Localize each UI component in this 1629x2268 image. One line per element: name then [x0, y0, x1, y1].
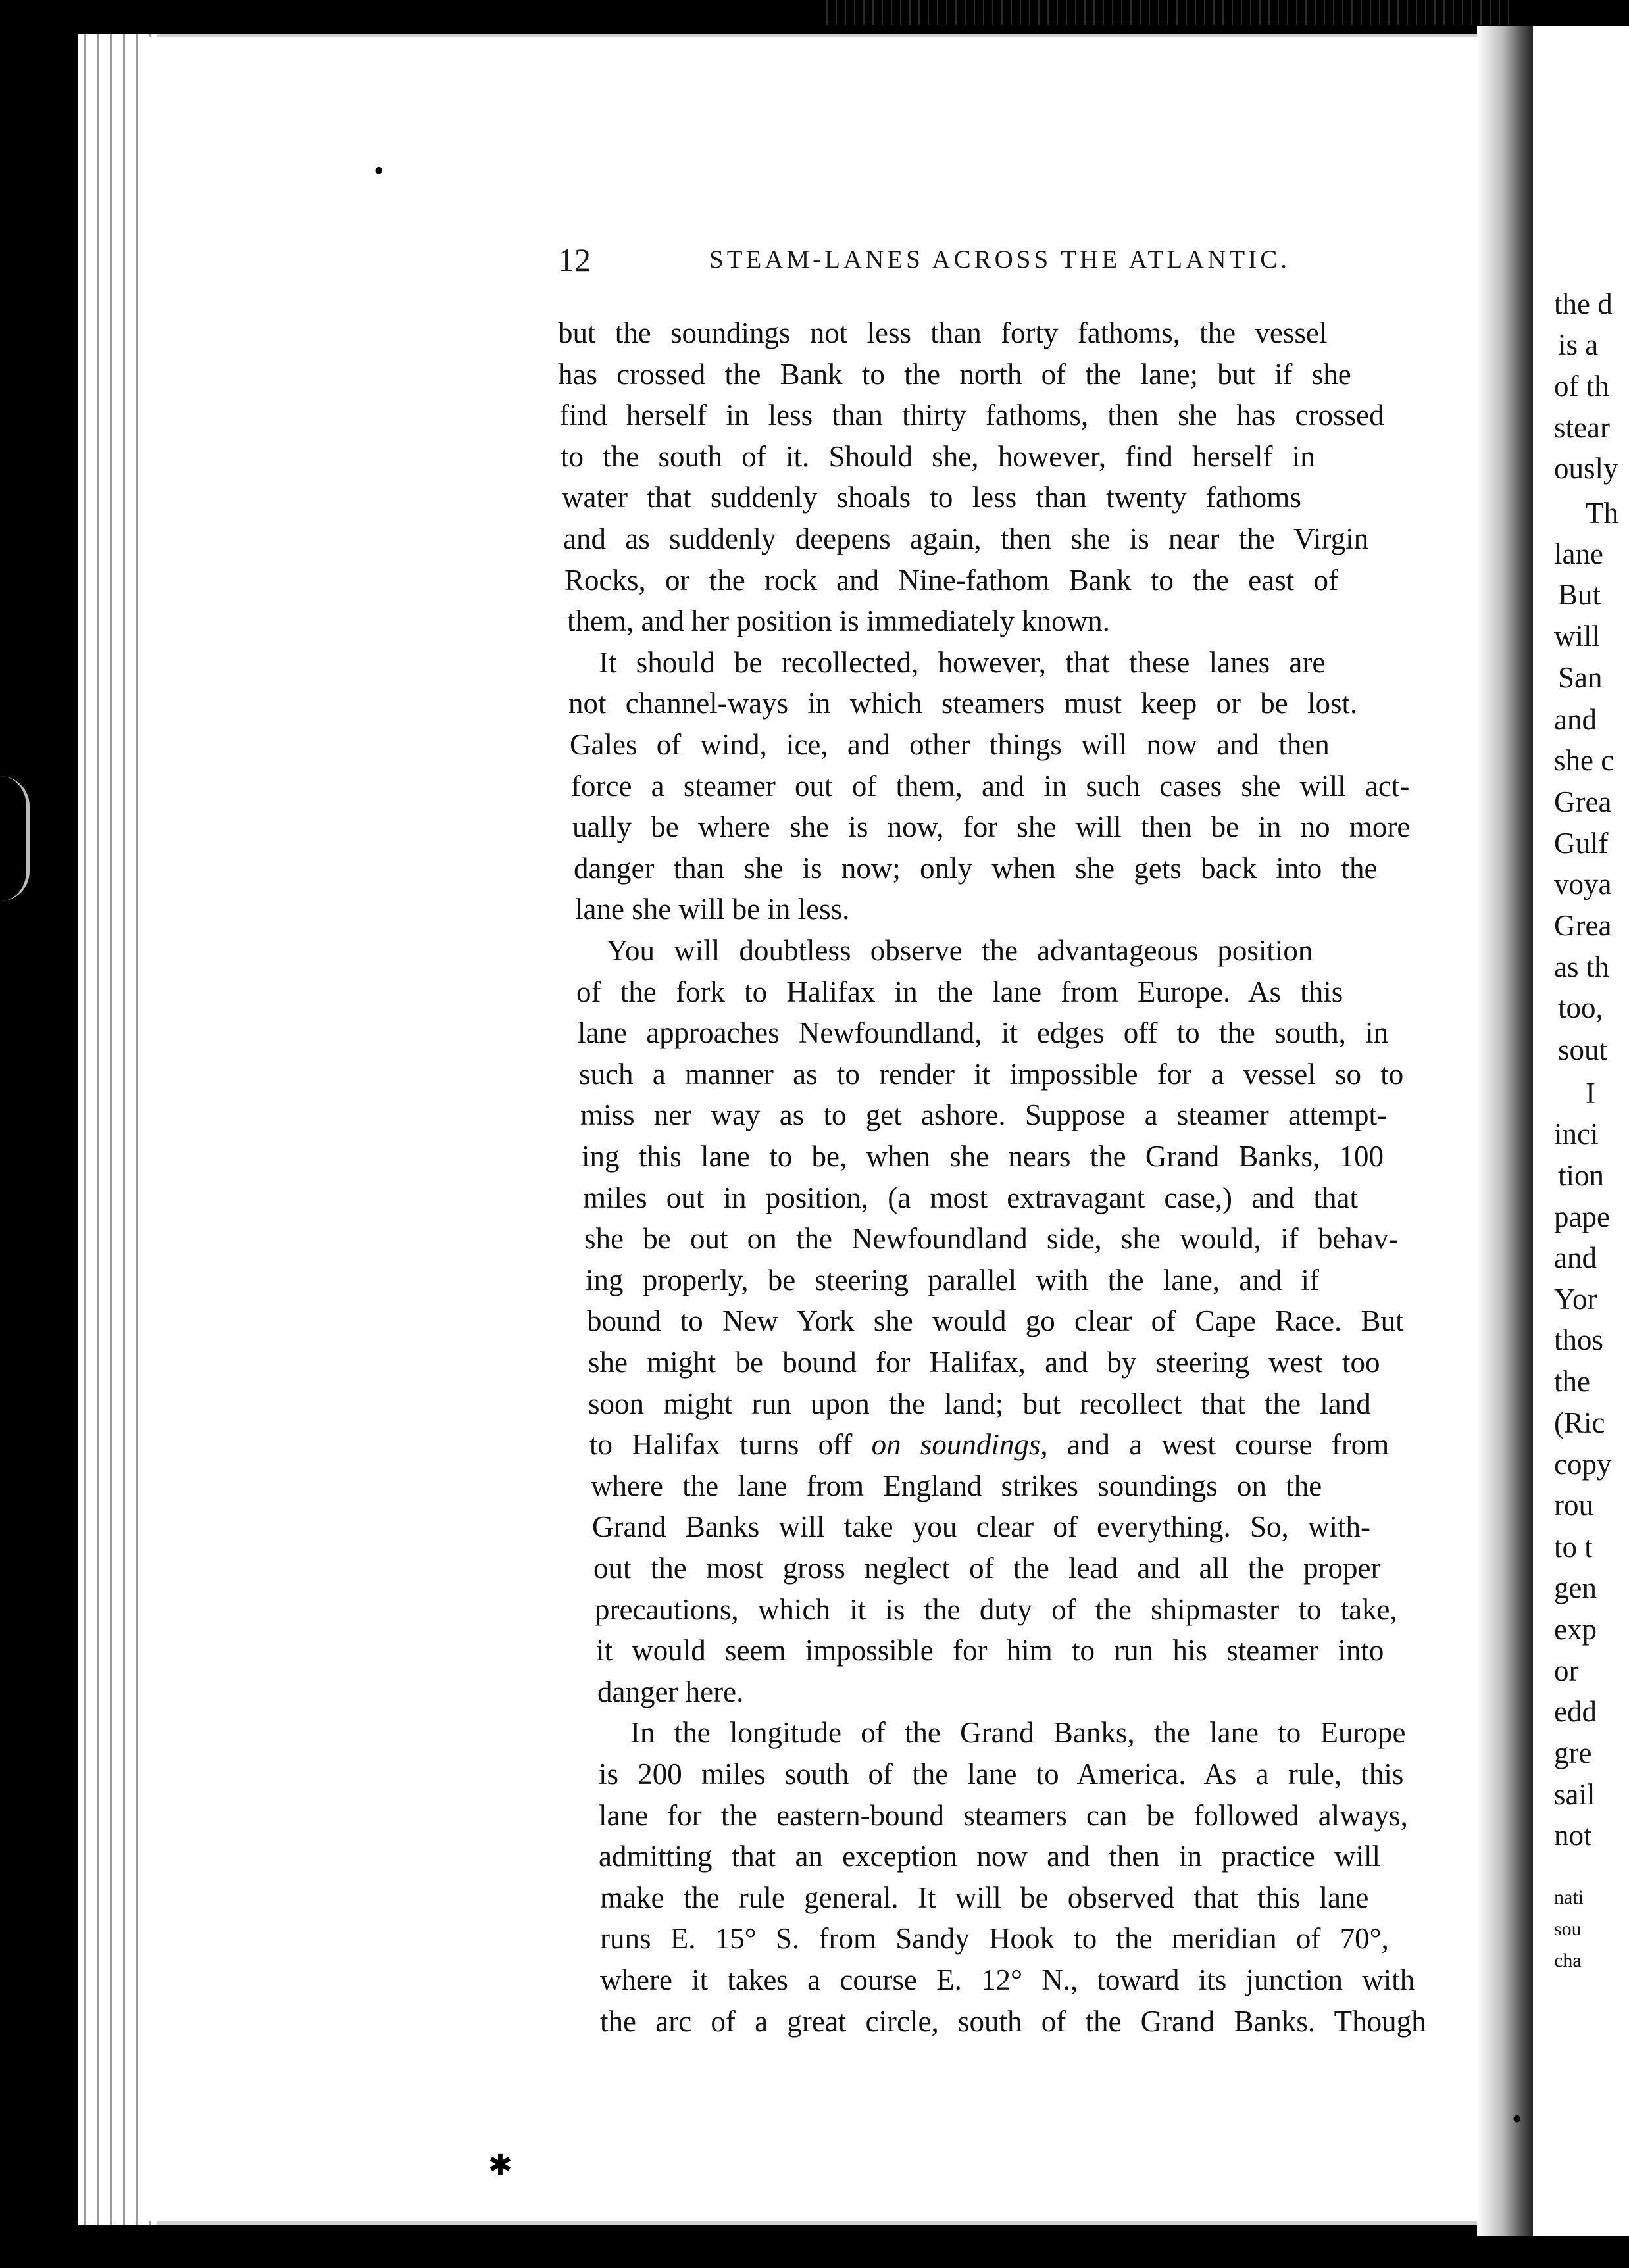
text-line: is 200 miles south of the lane to America. As a rule, this	[599, 1758, 1404, 1790]
facing-page-text: sou	[1554, 1918, 1582, 1940]
facing-page-text: gen	[1554, 1571, 1597, 1604]
scan-margin-curve	[0, 776, 30, 901]
facing-page-text: Grea	[1554, 909, 1612, 942]
text-line: ing properly, be steering parallel with the lane, and if	[586, 1263, 1319, 1296]
text-line: where the lane from England strikes soundings on the	[591, 1469, 1322, 1502]
text-run: , and a west course from	[1040, 1428, 1390, 1462]
running-head: STEAM-LANES ACROSS THE ATLANTIC.	[709, 245, 1291, 274]
text-line: miss ner way as to get ashore. Suppose a steamer attempt-	[580, 1098, 1387, 1132]
text-line: ually be where she is now, for she will then be in no more	[572, 810, 1411, 844]
text-line	[589, 1430, 1389, 1460]
text-line: danger here.	[597, 1675, 744, 1708]
facing-page-text: gre	[1554, 1737, 1592, 1769]
facing-page-text: San	[1558, 661, 1603, 694]
text-line: it would seem impossible for him to run his steamer into	[596, 1634, 1384, 1667]
facing-page-text: exp	[1554, 1613, 1597, 1646]
page-header	[558, 238, 1313, 278]
ink-speck: •	[1512, 2103, 1522, 2135]
facing-page-text: edd	[1554, 1695, 1597, 1728]
text-line: such a manner as to render it impossible for a vessel so to	[579, 1057, 1404, 1091]
text-line: soon might run upon the land; but recollect that the land	[588, 1387, 1371, 1420]
text-line: make the rule general. It will be observed that this lane	[600, 1881, 1369, 1914]
page-number: 12	[558, 241, 591, 278]
facing-page-text: will	[1554, 620, 1601, 653]
facing-page-text: of th	[1554, 370, 1609, 403]
text-line: bound to New York she would go clear of Cape Race. But	[587, 1304, 1404, 1338]
text-line: water that suddenly shoals to less than twenty fathoms	[562, 481, 1301, 514]
facing-page-text: thos	[1554, 1323, 1604, 1356]
facing-page-text: or	[1554, 1654, 1579, 1687]
facing-page-text: copy	[1554, 1448, 1612, 1481]
text-line: danger than she is now; only when she gets back into the	[574, 851, 1378, 885]
facing-page-text: as th	[1554, 950, 1609, 983]
facing-page-text: to t	[1554, 1531, 1593, 1564]
facing-page-text: inci	[1554, 1118, 1599, 1150]
text-line: precautions, which it is the duty of the shipmaster to take,	[595, 1592, 1397, 1626]
facing-page-text: I	[1586, 1077, 1595, 1110]
facing-page-text: ously	[1554, 452, 1618, 485]
text-line: but the soundings not less than forty fathoms, the vessel	[558, 316, 1328, 349]
facing-page-fragment	[1533, 26, 1629, 2236]
facing-page-text: But	[1558, 578, 1601, 611]
text-line: force a steamer out of them, and in such cases she will act-	[571, 769, 1410, 802]
facing-page-text: stear	[1554, 411, 1610, 444]
facing-page-text: pape	[1554, 1200, 1610, 1233]
facing-page-text: Gulf	[1554, 827, 1609, 860]
text-line: and as suddenly deepens again, then she is near the Virgin	[563, 522, 1369, 555]
facing-page-text: nati	[1554, 1886, 1584, 1908]
facing-page-text: rou	[1554, 1489, 1593, 1521]
text-line: It should be recollected, however, that these lanes are	[599, 645, 1326, 679]
facing-page-text: the	[1554, 1365, 1590, 1398]
facing-page-text: is a	[1558, 328, 1599, 361]
text-line: In the longitude of the Grand Banks, the lane to Europe	[630, 1716, 1406, 1750]
text-line: Grand Banks will take you clear of everything. So, with-	[592, 1510, 1371, 1544]
facing-page-text: and	[1554, 703, 1597, 736]
facing-page-text: cha	[1554, 1950, 1582, 1971]
text-line: has crossed the Bank to the north of the lane; but if she	[558, 357, 1351, 391]
ink-speck: ✱	[488, 2149, 513, 2181]
text-line: she might be bound for Halifax, and by steering west too	[588, 1346, 1380, 1379]
text-line: You will doubtless observe the advantageous position	[607, 934, 1313, 967]
ink-speck: •	[374, 155, 384, 187]
facing-page-text: she c	[1554, 744, 1615, 777]
text-line: out the most gross neglect of the lead and all the proper	[593, 1552, 1381, 1585]
text-line: find herself in less than thirty fathoms, then she has crossed	[559, 399, 1384, 432]
facing-page-text: the d	[1554, 287, 1613, 320]
italic-text-run: on soundings	[871, 1428, 1041, 1462]
facing-page-text: and	[1554, 1241, 1597, 1274]
text-line: lane approaches Newfoundland, it edges off to the south, in	[578, 1016, 1389, 1050]
text-line: them, and her position is immediately known.	[567, 604, 1110, 638]
text-line: where it takes a course E. 12° N., toward its junction with	[600, 1963, 1415, 1996]
facing-page-text: Grea	[1554, 785, 1612, 818]
text-line: ing this lane to be, when she nears the Grand Banks, 100	[582, 1140, 1384, 1173]
scan-top-fringe	[822, 0, 1513, 25]
text-line: Gales of wind, ice, and other things will now and then	[570, 728, 1330, 761]
scan-speck: ✱	[39, 1478, 64, 1510]
facing-page-text: Th	[1586, 497, 1618, 530]
text-line: admitting that an exception now and then in practice will	[599, 1840, 1380, 1873]
facing-page-text: (Ric	[1554, 1406, 1605, 1439]
text-line: lane she will be in less.	[575, 893, 850, 926]
facing-page-text: too,	[1558, 991, 1603, 1024]
text-line: miles out in position, (a most extravagant case,) and that	[583, 1181, 1358, 1214]
facing-page-text: tion	[1558, 1159, 1605, 1192]
text-line: runs E. 15° S. from Sandy Hook to the meridian of 70°,	[600, 1922, 1389, 1956]
facing-page-text: sout	[1558, 1033, 1608, 1066]
facing-page-text: voya	[1554, 868, 1612, 900]
facing-page-text: sail	[1554, 1778, 1595, 1811]
gutter-shadow	[1477, 26, 1533, 2236]
text-line: lane for the eastern-bound steamers can be followed always,	[599, 1798, 1408, 1832]
text-line: of the fork to Halifax in the lane from Europe. As this	[576, 975, 1343, 1008]
text-line: Rocks, or the rock and Nine-fathom Bank to the east of	[564, 563, 1338, 597]
facing-page-text: Yor	[1554, 1283, 1597, 1316]
text-line: the arc of a great circle, south of the Grand Banks. Though	[600, 2004, 1426, 2038]
facing-page-text: lane	[1554, 537, 1603, 570]
text-line: to the south of it. Should she, however, find herself in	[561, 439, 1315, 473]
text-line: not channel-ways in which steamers must keep or be lost.	[568, 687, 1358, 720]
facing-page-text: not	[1554, 1819, 1592, 1852]
text-run: to Halifax turns off	[589, 1428, 872, 1462]
text-line: she be out on the Newfoundland side, she would, if behav-	[584, 1222, 1399, 1256]
